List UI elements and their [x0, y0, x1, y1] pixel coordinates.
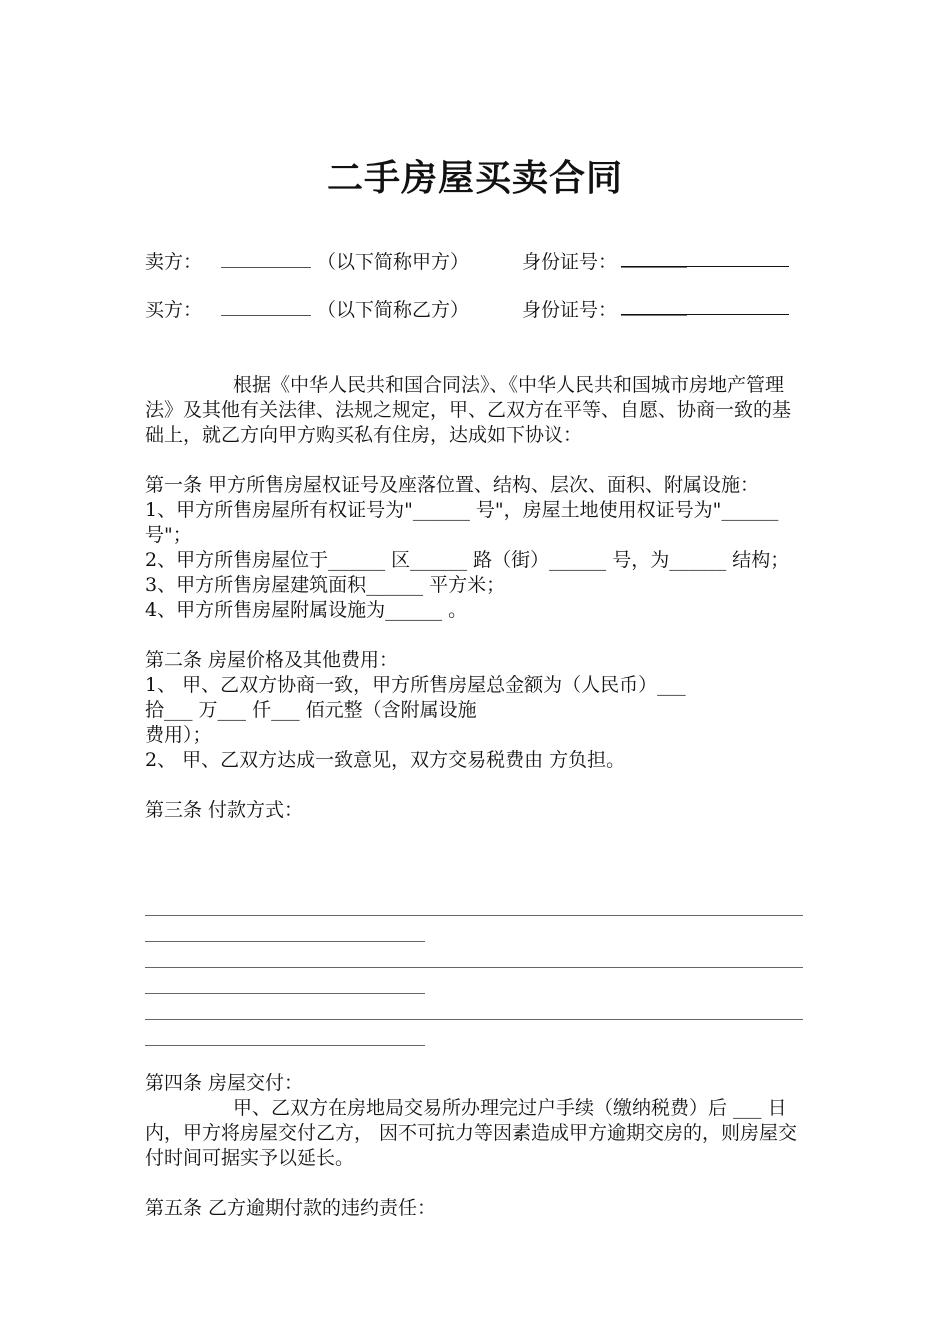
blank-line	[145, 941, 425, 942]
blank-line	[145, 1045, 425, 1046]
article3-heading: 第三条 付款方式：	[145, 799, 304, 821]
blank-line	[145, 993, 425, 994]
blank-line	[145, 967, 803, 968]
seller-id-blank	[621, 250, 789, 267]
buyer-name-blank	[221, 299, 311, 316]
seller-id-label: 身份证号：	[522, 251, 618, 273]
blank-line	[145, 1019, 803, 1020]
preamble: 根据《中华人民共和国合同法》、《中华人民共和国城市房地产管理法》及其他有关法律、法规之规定，甲、乙双方在平等、自愿、协商一致的基础上，就乙方向甲方购买私有住房，达成如下协议：	[145, 374, 792, 446]
seller-row	[145, 250, 789, 274]
seller-abbr: （以下简称甲方）	[317, 251, 470, 273]
seller-name-blank	[221, 251, 311, 268]
contract-body	[145, 373, 805, 823]
page-title: 二手房屋买卖合同	[326, 158, 623, 199]
article1-item: 4、甲方所售房屋附属设施为______ 。	[145, 599, 468, 621]
article4-text: 甲、乙双方在房地局交易所办理完过户手续（缴纳税费）后 ___ 日内，甲方将房屋交付乙方， 因不可抗力等因素造成甲方逾期交房的，则房屋交付时间可据实予以延长。	[145, 1097, 798, 1169]
article2-item2: 2、 甲、乙双方达成一致意见，双方交易税费由 方负担。	[145, 749, 626, 771]
contract-body-continued	[145, 1071, 805, 1221]
buyer-row	[145, 298, 789, 322]
article2-item1-line3: 费用）；	[145, 724, 212, 746]
article1-item: 3、甲方所售房屋建筑面积______ 平方米；	[145, 574, 506, 596]
article1-item: 1、甲方所售房屋所有权证号为"______ 号"，房屋土地使用权证号为"______ 号"；	[145, 499, 779, 546]
article4-heading: 第四条 房屋交付：	[145, 1072, 304, 1094]
article5-heading: 第五条 乙方逾期付款的违约责任：	[145, 1197, 437, 1219]
buyer-abbr: （以下简称乙方）	[317, 299, 470, 321]
payment-method-lines	[145, 915, 805, 1046]
buyer-label: 买方：	[145, 299, 203, 321]
blank-line	[145, 915, 803, 916]
article2-item1-line1: 1、 甲、乙双方协商一致，甲方所售房屋总金额为（人民币）___	[145, 674, 686, 696]
article1-item: 2、甲方所售房屋位于______ 区______ 路（街）______ 号，为______ 结构；	[145, 549, 790, 571]
article2-item1-line2: 拾___ 万___ 仟___ 佰元整（含附属设施	[145, 699, 477, 721]
seller-label: 卖方：	[145, 251, 203, 273]
buyer-id-blank	[621, 298, 789, 315]
article1-heading: 第一条 甲方所售房屋权证号及座落位置、结构、层次、面积、附属设施：	[145, 474, 760, 496]
article2-heading: 第二条 房屋价格及其他费用：	[145, 649, 399, 671]
buyer-id-label: 身份证号：	[522, 299, 618, 321]
